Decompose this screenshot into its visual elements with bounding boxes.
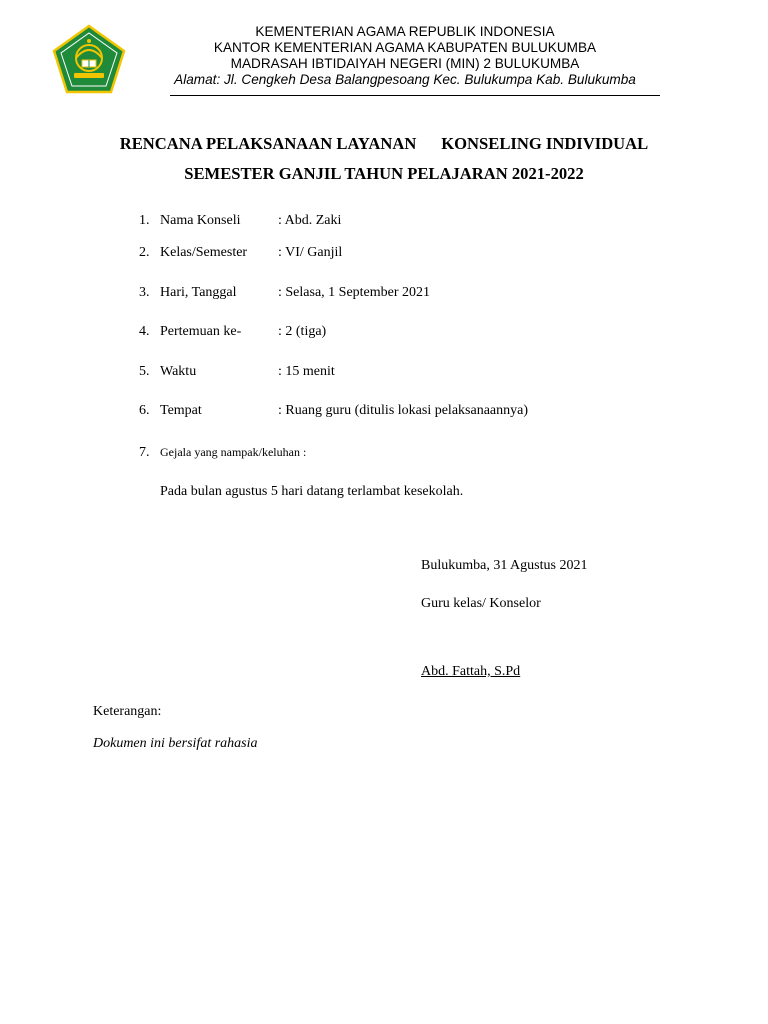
- item-value: : VI/ Ganjil: [278, 245, 343, 260]
- notes-text: Dokumen ini bersifat rahasia: [93, 736, 258, 751]
- item-label: Gejala yang nampak/keluhan :: [160, 445, 307, 459]
- list-item: [139, 324, 326, 340]
- item-number: 5.: [139, 364, 150, 379]
- document-title: RENCANA PELAKSANAAN LAYANAN KONSELING INDIVIDUAL: [119, 134, 649, 153]
- letterhead-divider: [170, 95, 660, 96]
- notes-label: Keterangan:: [93, 704, 162, 719]
- item-label: Pertemuan ke-: [160, 324, 242, 339]
- signature-place-date: Bulukumba, 31 Agustus 2021: [421, 558, 588, 573]
- kemenag-emblem-icon: [52, 24, 126, 94]
- document-subtitle: SEMESTER GANJIL TAHUN PELAJARAN 2021-2022: [184, 164, 584, 183]
- item-number: 7.: [139, 445, 150, 460]
- item-label: Tempat: [160, 403, 202, 418]
- item-number: 2.: [139, 245, 150, 260]
- signature-role: Guru kelas/ Konselor: [421, 596, 541, 611]
- list-item: [139, 285, 430, 301]
- letterhead-address: Alamat: Jl. Cengkeh Desa Balangpesoang Kec. Bulukumpa Kab. Bulukumba: [174, 72, 636, 87]
- letterhead-school: MADRASAH IBTIDAIYAH NEGERI (MIN) 2 BULUKUMBA: [230, 56, 580, 71]
- item-label: Waktu: [160, 364, 197, 379]
- letterhead-ministry: KEMENTERIAN AGAMA REPUBLIK INDONESIA: [255, 24, 555, 39]
- item-value: : Selasa, 1 September 2021: [278, 285, 431, 300]
- item-number: 6.: [139, 403, 150, 418]
- list-item: [139, 245, 342, 261]
- item-label: Hari, Tanggal: [160, 285, 237, 300]
- list-item: [139, 403, 528, 419]
- list-item: [139, 213, 341, 229]
- item-label: Kelas/Semester: [160, 245, 248, 260]
- item-number: 3.: [139, 285, 150, 300]
- item-value: : 15 menit: [278, 364, 335, 379]
- item-number: 4.: [139, 324, 150, 339]
- signature-name: Abd. Fattah, S.Pd: [421, 664, 521, 679]
- letterhead-office: KANTOR KEMENTERIAN AGAMA KABUPATEN BULUKUMBA: [213, 40, 597, 55]
- list-item: [139, 364, 335, 380]
- item-value: : 2 (tiga): [278, 324, 327, 339]
- item-value: : Ruang guru (ditulis lokasi pelaksanaannya): [278, 403, 528, 418]
- item-label: Nama Konseli: [160, 213, 241, 228]
- item-value: : Abd. Zaki: [278, 213, 342, 228]
- item-number: 1.: [139, 213, 150, 228]
- list-item: [139, 445, 306, 461]
- letterhead: [150, 24, 660, 88]
- complaint-text: Pada bulan agustus 5 hari datang terlambat kesekolah.: [160, 484, 464, 499]
